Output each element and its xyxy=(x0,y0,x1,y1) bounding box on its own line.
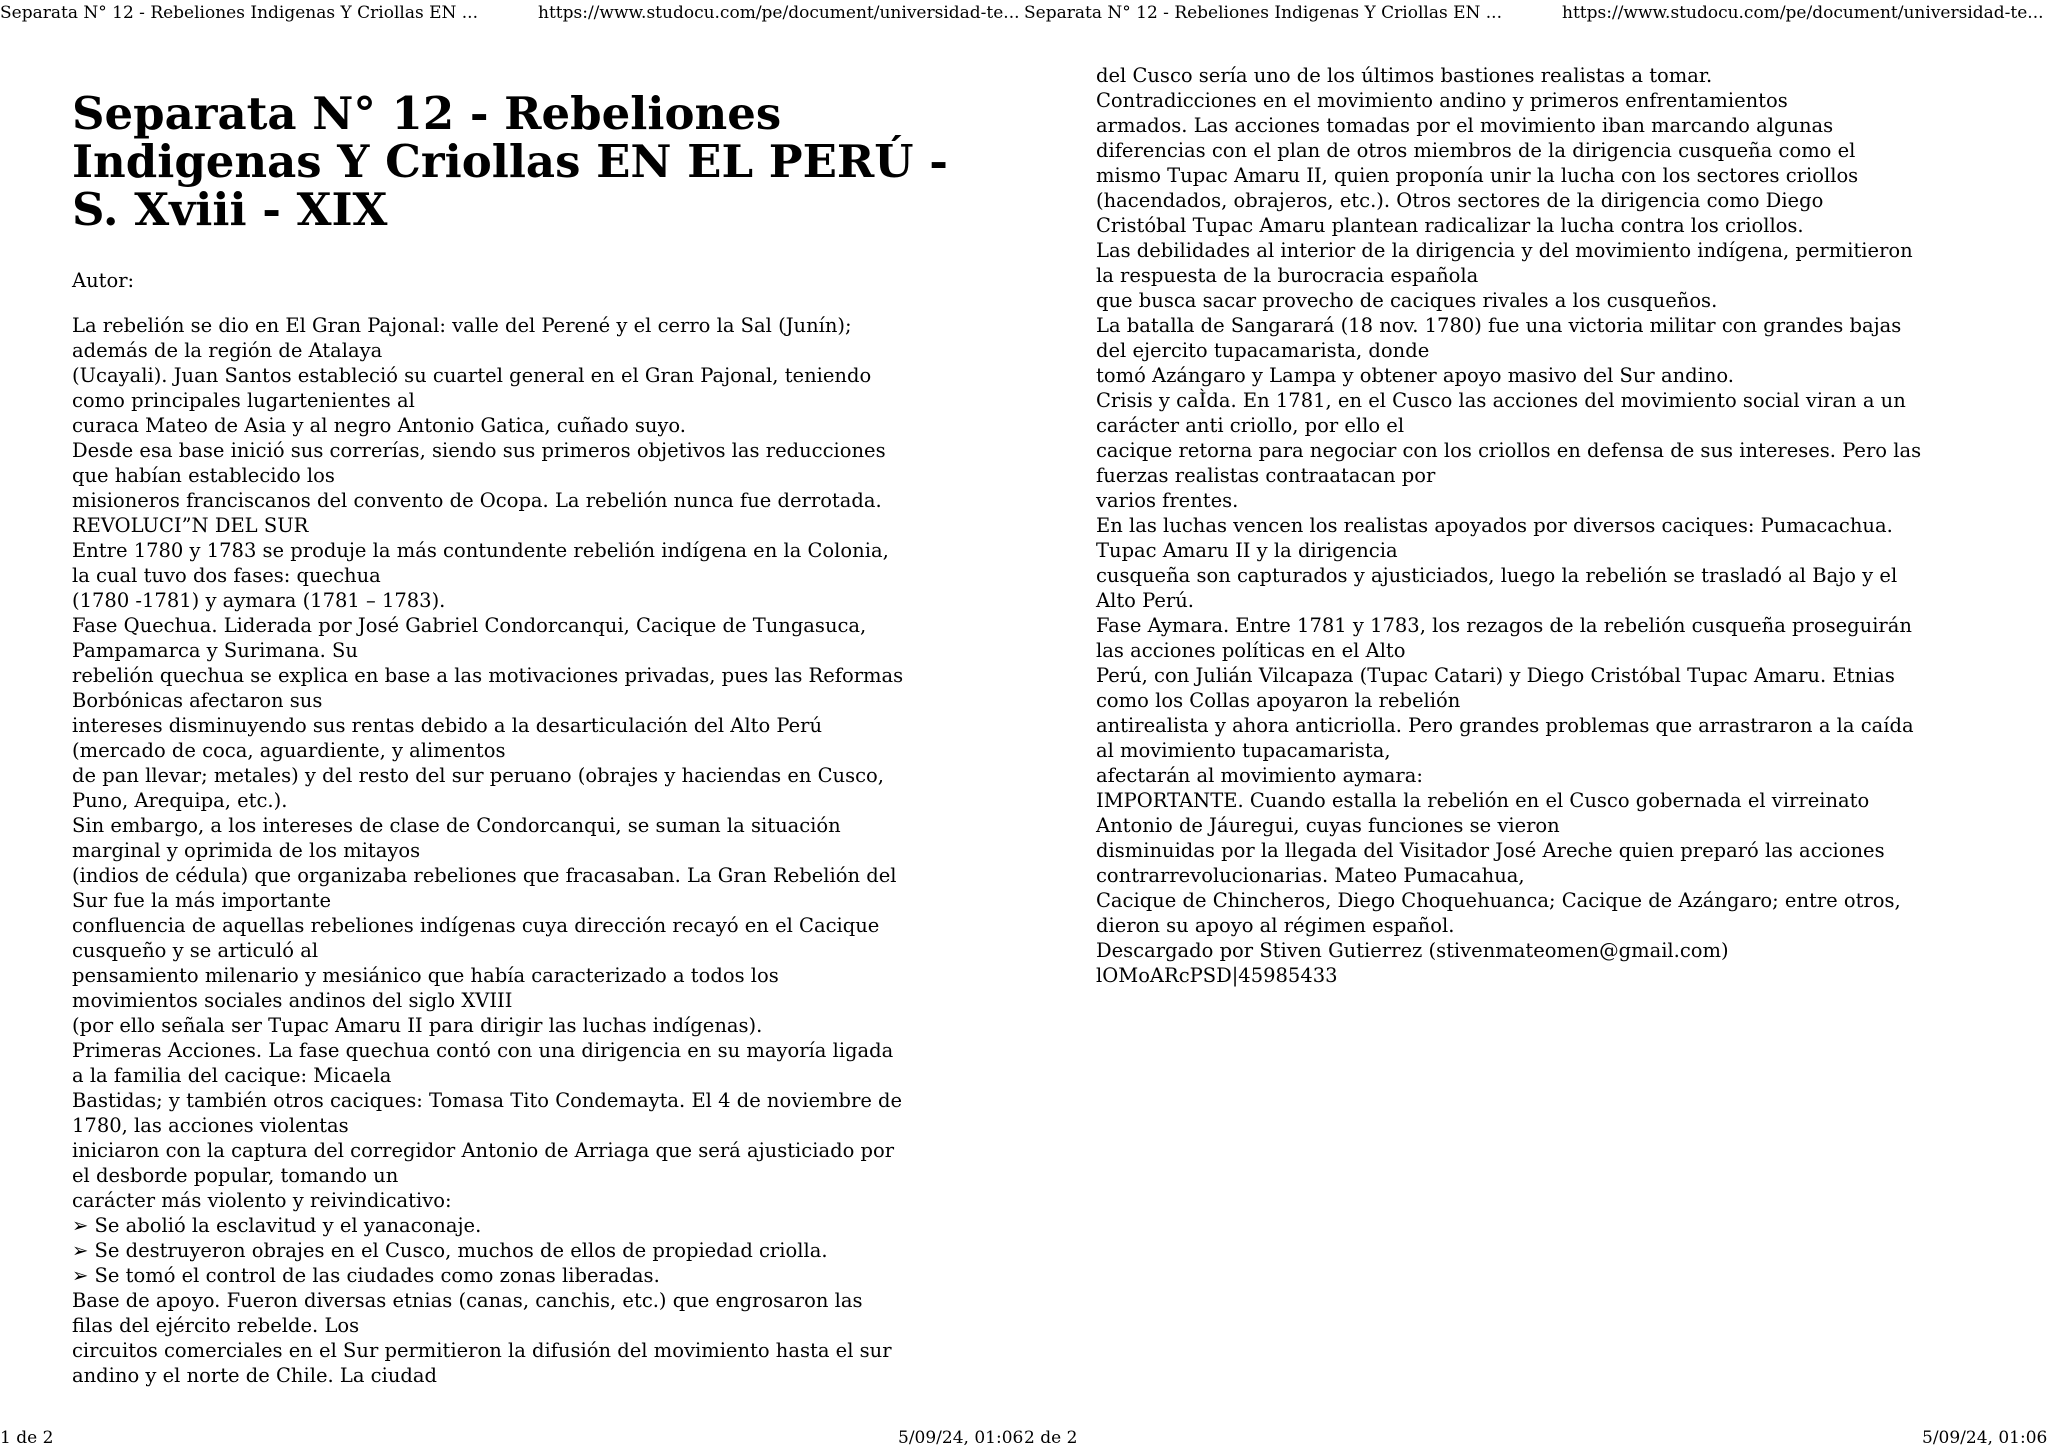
text-line: (por ello señala ser Tupac Amaru II para dirigir las luchas indígenas). xyxy=(72,1014,763,1037)
text-line: misioneros franciscanos del convento de Ocopa. La rebelión nunca fue derrotada. xyxy=(72,489,882,512)
text-line: REVOLUCI”N DEL SUR xyxy=(72,514,309,537)
page1-footer-datetime: 5/09/24, 01:06 xyxy=(898,1428,1024,1448)
text-line: iniciaron con la captura del corregidor Antonio de Arriaga que será ajusticiado por xyxy=(72,1139,895,1162)
text-line: En las luchas vencen los realistas apoyados por diversos caciques: Pumacachua. xyxy=(1096,514,1893,537)
text-line: como los Collas apoyaron la rebelión xyxy=(1096,689,1461,712)
text-line: Descargado por Stiven Gutierrez (stivenmateomen@gmail.com) xyxy=(1096,939,1729,962)
text-line: Perú, con Julián Vilcapaza (Tupac Catari) y Diego Cristóbal Tupac Amaru. Etnias xyxy=(1096,664,1895,687)
text-line: ➢ Se destruyeron obrajes en el Cusco, muchos de ellos de propiedad criolla. xyxy=(72,1239,828,1262)
text-line: de pan llevar; metales) y del resto del sur peruano (obrajes y haciendas en Cusco, xyxy=(72,764,884,787)
text-line: dieron su apoyo al régimen español. xyxy=(1096,914,1455,937)
text-line: IMPORTANTE. Cuando estalla la rebelión en el Cusco gobernada el virreinato xyxy=(1096,789,1870,812)
text-line: armados. Las acciones tomadas por el movimiento iban marcando algunas xyxy=(1096,114,1834,137)
page2-header-url: https://www.studocu.com/pe/document/universidad-te... xyxy=(1562,3,2044,23)
text-line: Sin embargo, a los intereses de clase de Condorcanqui, se suman la situación xyxy=(72,814,841,837)
author-label: Autor: xyxy=(72,269,135,292)
text-line: tomó Azángaro y Lampa y obtener apoyo masivo del Sur andino. xyxy=(1096,364,1735,387)
text-line: carácter anti criollo, por ello el xyxy=(1096,414,1405,437)
text-line: además de la región de Atalaya xyxy=(72,339,383,362)
text-line: (mercado de coca, aguardiente, y alimentos xyxy=(72,739,506,762)
text-line: Bastidas; y también otros caciques: Tomasa Tito Condemayta. El 4 de noviembre de xyxy=(72,1089,903,1112)
text-line: Base de apoyo. Fueron diversas etnias (canas, canchis, etc.) que engrosaron las xyxy=(72,1289,863,1312)
text-line: rebelión quechua se explica en base a las motivaciones privadas, pues las Reformas xyxy=(72,664,904,687)
document-title: Separata N° 12 - Rebeliones Indigenas Y Criollas EN EL PERÚ - S. Xviii - XIX xyxy=(72,87,948,236)
text-line: Cristóbal Tupac Amaru plantean radicalizar la lucha contra los criollos. xyxy=(1096,214,1804,237)
text-line: circuitos comerciales en el Sur permitieron la difusión del movimiento hasta el sur xyxy=(72,1339,892,1362)
text-line: que habían establecido los xyxy=(72,464,335,487)
page2-footer-datetime: 5/09/24, 01:06 xyxy=(1922,1428,2048,1448)
text-line: Antonio de Jáuregui, cuyas funciones se vieron xyxy=(1096,814,1560,837)
page2-footer-page-number: 2 de 2 xyxy=(1024,1428,1078,1448)
text-line: fuerzas realistas contraatacan por xyxy=(1096,464,1436,487)
left-column-text xyxy=(72,313,952,1388)
text-line: Entre 1780 y 1783 se produje la más contundente rebelión indígena en la Colonia, xyxy=(72,539,889,562)
text-line: como principales lugartenientes al xyxy=(72,389,415,412)
text-line: Pampamarca y Surimana. Su xyxy=(72,639,358,662)
text-line: Fase Aymara. Entre 1781 y 1783, los rezagos de la rebelión cusqueña proseguirán xyxy=(1096,614,1912,637)
text-line: cacique retorna para negociar con los criollos en defensa de sus intereses. Pero las xyxy=(1096,439,1922,462)
text-line: disminuidas por la llegada del Visitador José Areche quien preparó las acciones xyxy=(1096,839,1885,862)
text-line: lOMoARcPSD|45985433 xyxy=(1096,964,1338,987)
text-line: Tupac Amaru II y la dirigencia xyxy=(1096,539,1398,562)
text-line: Alto Perú. xyxy=(1096,589,1194,612)
text-line: Las debilidades al interior de la dirigencia y del movimiento indígena, permitieron xyxy=(1096,239,1913,262)
text-line: (Ucayali). Juan Santos estableció su cuartel general en el Gran Pajonal, teniendo xyxy=(72,364,872,387)
text-line: Cacique de Chincheros, Diego Choquehuanca; Cacique de Azángaro; entre otros, xyxy=(1096,889,1901,912)
text-line: filas del ejército rebelde. Los xyxy=(72,1314,360,1337)
text-line: mismo Tupac Amaru II, quien proponía unir la lucha con los sectores criollos xyxy=(1096,164,1859,187)
text-line: del ejercito tupacamarista, donde xyxy=(1096,339,1430,362)
text-line: del Cusco sería uno de los últimos bastiones realistas a tomar. xyxy=(1096,64,1713,87)
text-line: ➢ Se abolió la esclavitud y el yanaconaje. xyxy=(72,1214,482,1237)
text-line: Desde esa base inició sus correrías, siendo sus primeros objetivos las reducciones xyxy=(72,439,886,462)
text-line: Sur fue la más importante xyxy=(72,889,332,912)
page1-header-url: https://www.studocu.com/pe/document/universidad-te... xyxy=(538,3,1020,23)
text-line: contrarrevolucionarias. Mateo Pumacahua, xyxy=(1096,864,1525,887)
text-line: andino y el norte de Chile. La ciudad xyxy=(72,1364,437,1387)
text-line: ➢ Se tomó el control de las ciudades como zonas liberadas. xyxy=(72,1264,660,1287)
text-line: afectarán al movimiento aymara: xyxy=(1096,764,1423,787)
text-line: confluencia de aquellas rebeliones indígenas cuya dirección recayó en el Cacique xyxy=(72,914,880,937)
text-line: marginal y oprimida de los mitayos xyxy=(72,839,421,862)
text-line: varios frentes. xyxy=(1096,489,1239,512)
text-line: que busca sacar provecho de caciques rivales a los cusqueños. xyxy=(1096,289,1718,312)
page1-header-title: Separata N° 12 - Rebeliones Indigenas Y Criollas EN ... xyxy=(0,3,478,23)
text-line: 1780, las acciones violentas xyxy=(72,1114,349,1137)
text-line: La rebelión se dio en El Gran Pajonal: valle del Perené y el cerro la Sal (Junín); xyxy=(72,314,852,337)
text-line: Contradicciones en el movimiento andino y primeros enfrentamientos xyxy=(1096,89,1788,112)
text-line: la respuesta de la burocracia española xyxy=(1096,264,1479,287)
text-line: carácter más violento y reivindicativo: xyxy=(72,1189,452,1212)
text-line: Primeras Acciones. La fase quechua contó con una dirigencia en su mayoría ligada xyxy=(72,1039,894,1062)
page1-footer-page-number: 1 de 2 xyxy=(0,1428,54,1448)
text-line: antirealista y ahora anticriolla. Pero grandes problemas que arrastraron a la caída xyxy=(1096,714,1914,737)
text-line: curaca Mateo de Asia y al negro Antonio Gatica, cuñado suyo. xyxy=(72,414,687,437)
text-line: Borbónicas afectaron sus xyxy=(72,689,323,712)
text-line: cusqueña son capturados y ajusticiados, luego la rebelión se trasladó al Bajo y el xyxy=(1096,564,1898,587)
right-column-text xyxy=(1096,63,1996,988)
text-line: el desborde popular, tomando un xyxy=(72,1164,399,1187)
text-line: a la familia del cacique: Micaela xyxy=(72,1064,392,1087)
text-line: (1780 -1781) y aymara (1781 – 1783). xyxy=(72,589,446,612)
text-line: movimientos sociales andinos del siglo XVIII xyxy=(72,989,513,1012)
text-line: (indios de cédula) que organizaba rebeliones que fracasaban. La Gran Rebelión del xyxy=(72,864,897,887)
text-line: al movimiento tupacamarista, xyxy=(1096,739,1391,762)
text-line: (hacendados, obrajeros, etc.). Otros sectores de la dirigencia como Diego xyxy=(1096,189,1824,212)
text-line: Fase Quechua. Liderada por José Gabriel Condorcanqui, Cacique de Tungasuca, xyxy=(72,614,867,637)
text-line: cusqueño y se articuló al xyxy=(72,939,319,962)
text-line: Puno, Arequipa, etc.). xyxy=(72,789,288,812)
text-line: intereses disminuyendo sus rentas debido a la desarticulación del Alto Perú xyxy=(72,714,823,737)
text-line: diferencias con el plan de otros miembros de la dirigencia cusqueña como el xyxy=(1096,139,1856,162)
page2-header-title: Separata N° 12 - Rebeliones Indigenas Y Criollas EN ... xyxy=(1024,3,1502,23)
text-line: las acciones políticas en el Alto xyxy=(1096,639,1406,662)
text-line: Crisis y caÌda. En 1781, en el Cusco las acciones del movimiento social viran a un xyxy=(1096,389,1906,412)
text-line: La batalla de Sangarará (18 nov. 1780) fue una victoria militar con grandes bajas xyxy=(1096,314,1902,337)
text-line: pensamiento milenario y mesiánico que había caracterizado a todos los xyxy=(72,964,779,987)
text-line: la cual tuvo dos fases: quechua xyxy=(72,564,381,587)
